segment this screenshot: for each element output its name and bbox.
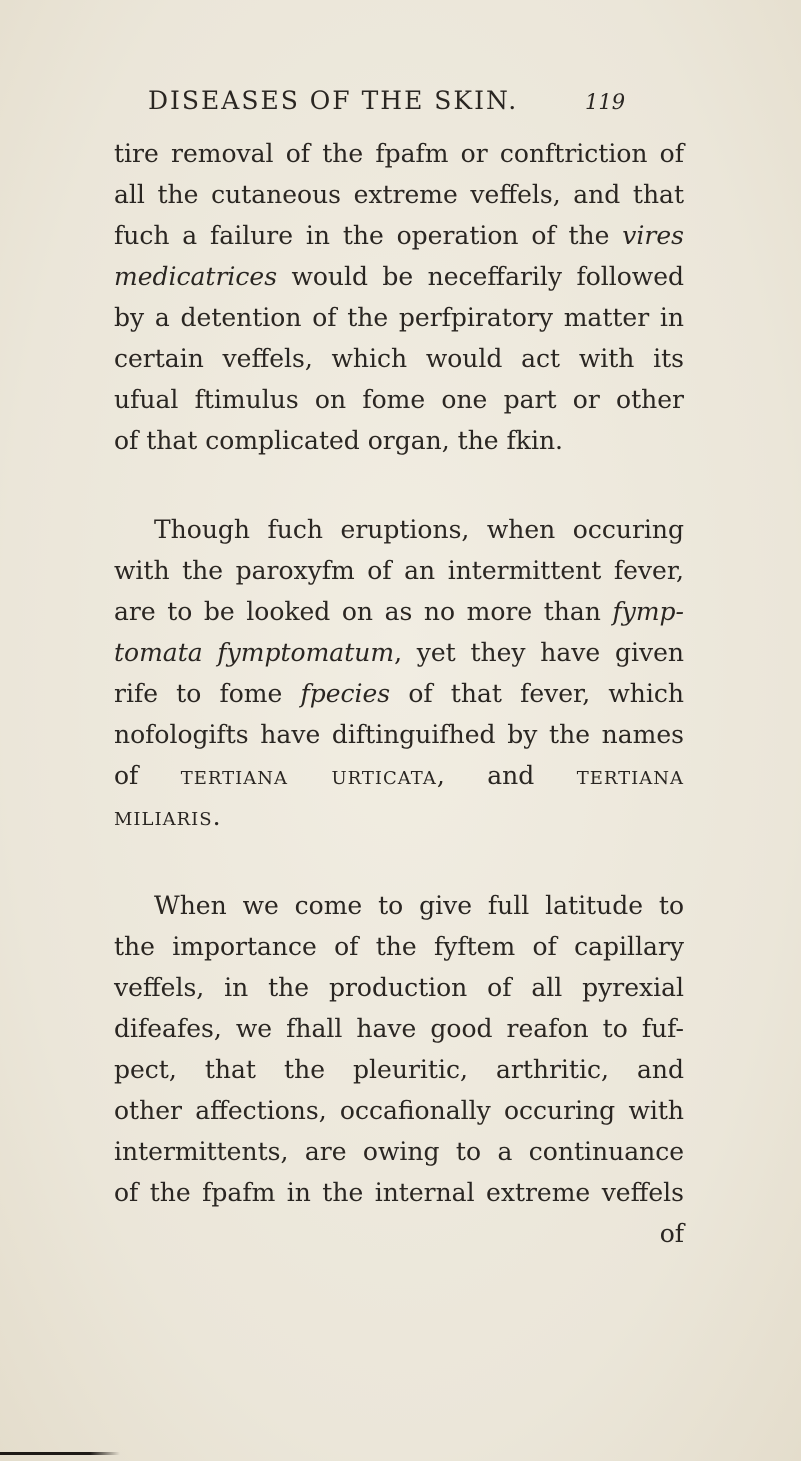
text-line: When we come to give full latitude to — [154, 891, 684, 920]
page-edge-shadow — [0, 1452, 120, 1455]
text-line: tire removal of the fpafm or conftriction of — [114, 139, 684, 168]
text-line: all the cutaneous extreme veffels, and that — [114, 180, 684, 209]
text-line: fuch a failure in the operation of the vires — [114, 221, 684, 250]
text-line: ufual ftimulus on fome one part or other — [114, 385, 684, 414]
text-line: Though fuch eruptions, when occuring — [154, 515, 684, 544]
text-line: certain veffels, which would act with its — [114, 344, 684, 373]
text-line: tomata fymptomatum, yet they have given — [114, 638, 684, 667]
text-line: by a detention of the perfpiratory matter in — [114, 303, 684, 332]
text-line: difeafes, we fhall have good reafon to fuf- — [114, 1014, 684, 1043]
text-line: nofologifts have diftinguifhed by the names — [114, 720, 684, 749]
text-line: veffels, in the production of all pyrexial — [114, 973, 684, 1002]
text-line: miliaris. — [114, 802, 221, 831]
page-number: 119 — [585, 90, 626, 114]
text-line: rife to fome fpecies of that fever, which — [114, 679, 684, 708]
text-line: of tertiana urticata, and tertiana — [114, 761, 684, 790]
page-header — [0, 86, 801, 126]
text-line: of the fpafm in the internal extreme veffels — [114, 1178, 684, 1207]
running-head: DISEASES OF THE SKIN. — [148, 86, 519, 115]
text-line: are to be looked on as no more than fymp- — [114, 597, 684, 626]
text-line: with the paroxyfm of an intermittent fever, — [114, 556, 684, 585]
text-line: intermittents, are owing to a continuance — [114, 1137, 684, 1166]
text-line: other affections, occafionally occuring with — [114, 1096, 684, 1125]
text-line: of that complicated organ, the fkin. — [114, 426, 563, 455]
catchword: of — [659, 1219, 684, 1248]
text-line: the importance of the fyftem of capillary — [114, 932, 684, 961]
text-line: medicatrices would be neceffarily followed — [114, 262, 684, 291]
text-line: pect, that the pleuritic, arthritic, and — [114, 1055, 684, 1084]
